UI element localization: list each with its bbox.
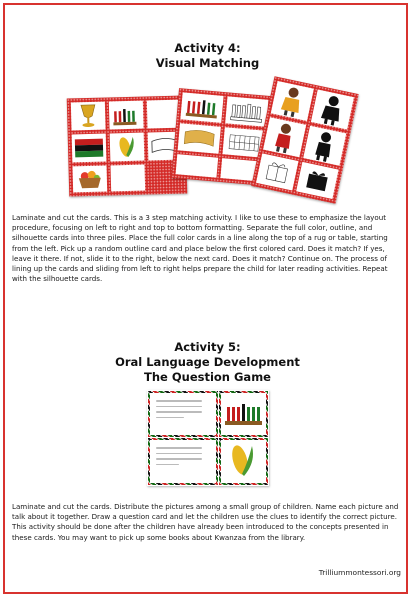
kinara-picture-card [219, 391, 268, 437]
website-credit: Trilliummontessori.org [318, 568, 401, 577]
card-cell-blank [111, 165, 146, 192]
question-card [148, 391, 218, 437]
activity5-title-line2: Oral Language Development [115, 355, 300, 369]
kikombe-cup-icon [71, 102, 106, 131]
activity5-title-line3: The Question Game [144, 370, 271, 384]
gift-outline-icon [256, 153, 298, 190]
activity4-title [0, 41, 415, 71]
silhouette-icon [303, 126, 346, 166]
child-figure-icon [263, 117, 306, 157]
silhouette-icon [311, 90, 354, 130]
activity5-title-line1: Activity 5: [174, 340, 241, 354]
activity5-description: Laminate and cut the cards. Distribute the pictures among a small group of children. Name each picture and talk about it together. Draw a question card and let the children use the clues to identify the correct picture. This activity should be done after the children have already been introduced to the concepts presented in these cards. You may want to pick up some books about Kwanzaa from the library. [12, 502, 399, 542]
card-cell-blank [176, 154, 219, 177]
corn-icon [110, 133, 145, 162]
mat-icon [178, 123, 221, 153]
gift-silhouette-icon [296, 162, 338, 199]
question-card [148, 438, 218, 485]
activity5-title [0, 340, 415, 385]
kinara-color-icon [109, 101, 144, 130]
fruit-basket-icon [73, 166, 108, 193]
kinara-icon [221, 393, 265, 434]
question-game-cards-image [147, 390, 269, 486]
activity4-title-line2: Visual Matching [155, 56, 260, 70]
kinara-outline-icon [225, 96, 268, 126]
corn-picture-card [219, 438, 268, 485]
kinara-color-icon [180, 92, 223, 122]
visual-matching-cards-image [62, 82, 352, 202]
activity4-description: Laminate and cut the cards. This is a 3 step matching activity. I like to use these to emphasize the layout procedure, focusing on left to right and top to bottom formatting. Separate the full color, outline, and silhouette cards into three piles. Place the full color cards in a line along the top of a rug or table, starting from the left. Pick up a random outline card and place below the first colored card. Does it match? If yes, leave it there. If not, slide it to the right, below the next card. Does it match? Continue on. The process of lining up the cards and sliding from left to right helps prepare the child for later reading activities. Repeat with the silhouette cards. [12, 213, 388, 284]
child-figure-icon [271, 81, 314, 121]
activity4-title-line1: Activity 4: [174, 41, 241, 55]
full-color-card [67, 95, 188, 196]
pan-african-flag-icon [72, 134, 107, 163]
corn-icon [221, 440, 265, 482]
